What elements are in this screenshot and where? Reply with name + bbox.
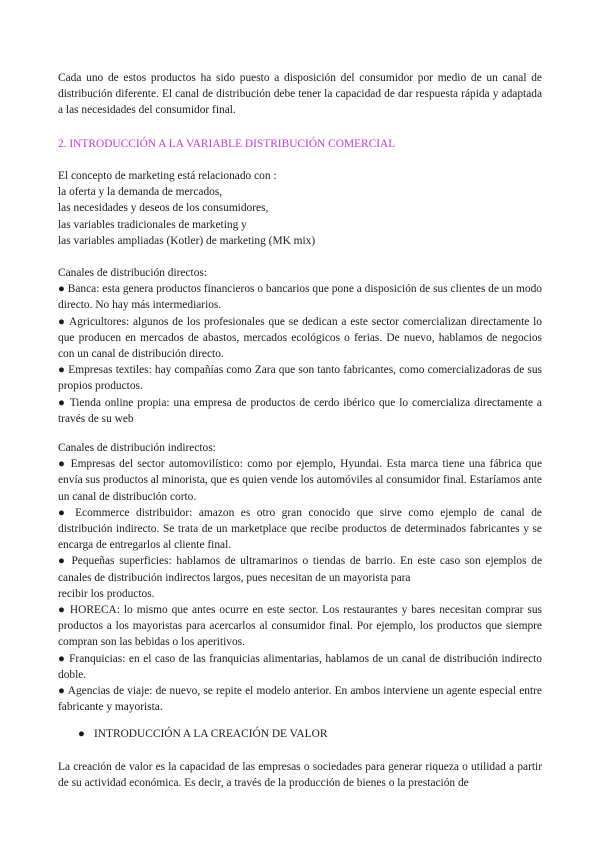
value-creation-title: INTRODUCCIÓN A LA CREACIÓN DE VALOR	[94, 728, 328, 740]
indirect-item-ecommerce: ● Ecommerce distribuidor: amazon es otro gran conocido que sirve como ejemplo de canal de distribución indirecto. Se trata de un marketplace que recibe productos de determinados fabricantes y se encarga de entregarlos al cliente final.	[58, 506, 542, 552]
direct-item-banca: ● Banca: esta genera productos financieros o bancarios que pone a disposición de sus clientes de un modo directo. No hay más intermediarios.	[58, 283, 542, 312]
intro-paragraph: Cada uno de estos productos ha sido puesto a disposición del consumidor por medio de un canal de distribución diferente. El canal de distribución debe tener la capacidad de dar respuesta rápida y adaptada a las necesidades del consumidor final.	[58, 72, 542, 117]
value-creation-heading	[78, 726, 327, 742]
marketing-concept-block	[58, 168, 542, 249]
indirect-item-agencias: ● Agencias de viaje: de nuevo, se repite el modelo anterior. En ambos interviene un agente especial entre fabricante y mayorista.	[58, 685, 542, 714]
marketing-item: las necesidades y deseos de los consumidores,	[58, 202, 269, 215]
direct-item-tienda-online: ● Tienda online propia: una empresa de productos de cerdo ibérico que lo comercializa directamente a través de su web	[58, 396, 542, 425]
marketing-item: la oferta y la demanda de mercados,	[58, 186, 223, 199]
value-creation-paragraph: La creación de valor es la capacidad de las empresas o sociedades para generar riqueza o utilidad a partir de su actividad económica. Es decir, a través de la producción de bienes o la prestación de	[58, 761, 542, 790]
bullet-dot: ●	[78, 728, 85, 740]
direct-item-agricultores: ● Agricultores: algunos de los profesionales que se dedican a este sector comercializan directamente lo que producen en mercados de abastos, mercados ecológicos o ferias. De nuevo, hablamos de negocios con un canal de distribución directo.	[58, 315, 542, 361]
direct-channels-title: Canales de distribución directos:	[58, 267, 207, 279]
indirect-item-automovilistico: ● Empresas del sector automovilístico: como por ejemplo, Hyundai. Esta marca tiene una fábrica que envía sus productos al minorista, que es quien vende los automóviles al consumidor final. Estaríamos ante un canal de distribución corto.	[58, 458, 542, 503]
indirect-channels-block	[58, 440, 542, 715]
indirect-item-continuation: recibir los productos.	[58, 587, 155, 600]
indirect-item-horeca: ● HORECA: lo mismo que antes ocurre en este sector. Los restaurantes y bares necesitan comprar sus productos a los mayoristas para acercarlos al consumidor final. Por ejemplo, los productos que siempre compran son las bebidas o los aperitivos.	[58, 604, 542, 649]
direct-channels-block	[58, 265, 542, 427]
indirect-item-pequenas-superficies: ● Pequeñas superficies: hablamos de ultramarinos o tiendas de barrio. En este caso son ejemplos de canales de distribución indirectos largos, pues necesitan de un mayorista para	[58, 555, 542, 584]
indirect-channels-title: Canales de distribución indirectos:	[58, 442, 216, 454]
section-2-heading: 2. INTRODUCCIÓN A LA VARIABLE DISTRIBUCIÓN COMERCIAL	[58, 138, 396, 150]
marketing-lead: El concepto de marketing está relacionado con :	[58, 170, 277, 182]
marketing-item: las variables tradicionales de marketing y	[58, 218, 247, 231]
indirect-item-franquicias: ● Franquicias: en el caso de las franquicias alimentarias, hablamos de un canal de distribución indirecto doble.	[58, 652, 542, 681]
marketing-item: las variables ampliadas (Kotler) de marketing (MK mix)	[58, 234, 316, 247]
direct-item-textiles: ● Empresas textiles: hay compañías como Zara que son tanto fabricantes, como comercializadoras de sus propios productos.	[58, 364, 542, 393]
